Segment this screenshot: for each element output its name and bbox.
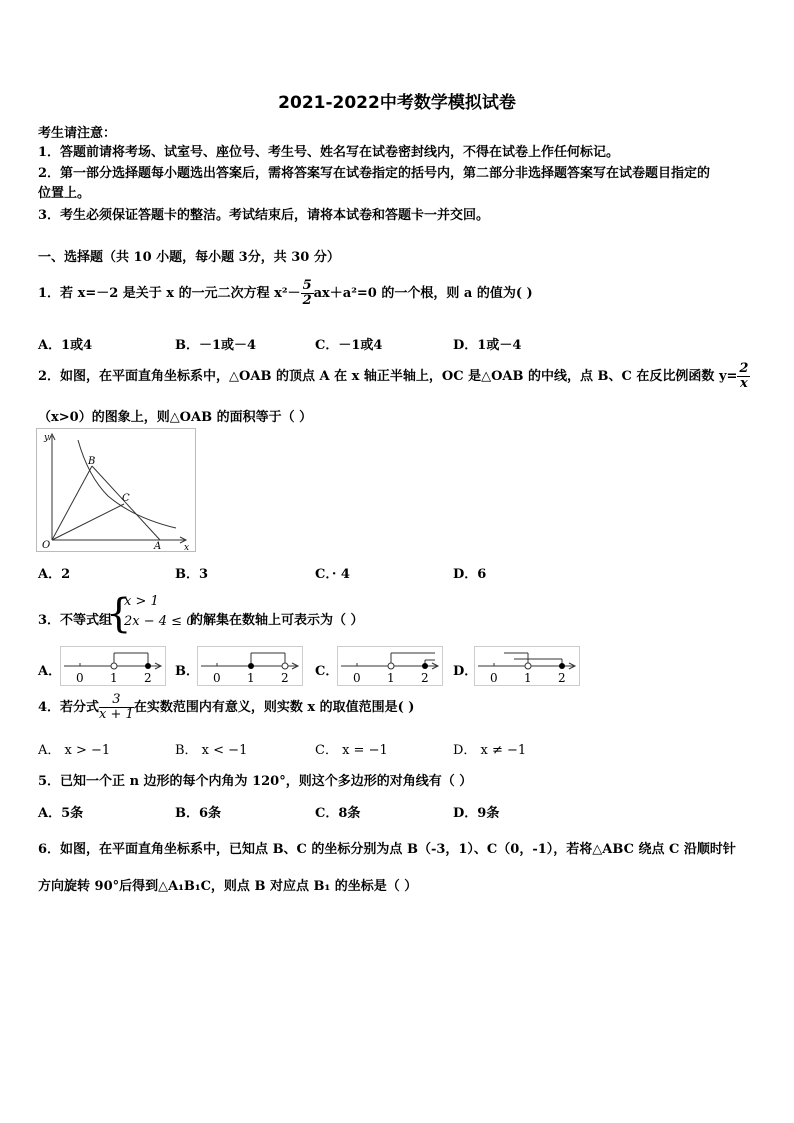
- q3-option-c-numberline[interactable]: [337, 646, 443, 686]
- notice-item-3: 3．考生必须保证答题卡的整洁。考试结束后，请将本试卷和答题卡一并交回。: [38, 208, 490, 223]
- svg-text:1: 1: [110, 671, 118, 685]
- notice-heading: 考生请注意：: [38, 126, 117, 141]
- q4-text-post: 在实数范围内有意义，则实数 x 的取值范围是( ): [133, 700, 415, 715]
- q3-text-pre: 3．不等式组: [38, 613, 113, 628]
- q3-option-d-label[interactable]: D．: [453, 664, 478, 679]
- question-2: [38, 362, 750, 391]
- svg-text:2: 2: [421, 671, 429, 685]
- page-title: 2021-2022中考数学模拟试卷: [278, 93, 516, 113]
- svg-text:0: 0: [353, 671, 361, 685]
- q4-fraction: [99, 693, 134, 722]
- q2-option-d[interactable]: D．6: [453, 567, 487, 582]
- q2-label-y: y: [44, 433, 50, 443]
- q1-option-b[interactable]: B．－1或－4: [175, 338, 257, 353]
- q3-inequality-2: 2x − 4 ≤ 0: [124, 614, 195, 629]
- notice-item-2-cont: 位置上。: [38, 186, 91, 201]
- q2-label-x: x: [184, 543, 190, 552]
- q4-option-a[interactable]: A． x > −1: [38, 743, 111, 758]
- q2-option-c[interactable]: C．· 4: [315, 567, 350, 582]
- q3-inequality-1: x > 1: [124, 594, 159, 609]
- notice-item-2: 2．第一部分选择题每小题选出答案后，需将答案写在试卷指定的括号内，第二部分非选择题答案写在试卷题目指定的: [38, 166, 711, 181]
- q1-text-post: ax＋a²=0 的一个根，则 a 的值为( ): [313, 286, 533, 301]
- q4-option-b[interactable]: B． x < −1: [175, 743, 248, 758]
- q3-option-b-label[interactable]: B．: [175, 664, 199, 679]
- q2-segment-ob: [52, 466, 92, 540]
- q2-option-a[interactable]: A．2: [38, 567, 71, 582]
- q2-text-line2: （x>0）的图象上，则△OAB 的面积等于（ ）: [38, 410, 313, 425]
- svg-text:1: 1: [387, 671, 395, 685]
- question-5: 5．已知一个正 n 边形的每个内角为 120°，则这个多边形的对角线有（ ）: [38, 774, 473, 789]
- q3-option-b-numberline[interactable]: [197, 646, 303, 686]
- q3-option-a-label[interactable]: A．: [38, 664, 62, 679]
- q2-fraction: [737, 362, 750, 391]
- question-6-line1: 6．如图，在平面直角坐标系中，已知点 B、C 的坐标分别为点 B（-3，1）、C（0，-1），若将△ABC 绕点 C 沿顺时针: [38, 842, 736, 857]
- q2-text-line1: 2．如图，在平面直角坐标系中，△OAB 的顶点 A 在 x 轴正半轴上，OC 是△OAB 的中线，点 B、C 在反比例函数 y=: [38, 369, 738, 384]
- q1-frac-den: 2: [302, 293, 312, 308]
- q5-option-b[interactable]: B．6条: [175, 806, 222, 821]
- q3-option-d-numberline[interactable]: [474, 646, 580, 686]
- q3-brace: {: [106, 591, 132, 637]
- q2-figure: [36, 428, 196, 552]
- solid-dot-2: [422, 663, 428, 669]
- svg-text:2: 2: [144, 671, 152, 685]
- open-dot-1: [388, 663, 394, 669]
- q2-label-b: B: [88, 456, 96, 467]
- open-dot-1: [525, 663, 531, 669]
- section-heading: 一、选择题（共 10 小题，每小题 3分，共 30 分）: [38, 250, 340, 265]
- solid-dot-2: [145, 663, 151, 669]
- q3-option-c-label[interactable]: C．: [315, 664, 339, 679]
- q2-figure-border: [37, 429, 196, 552]
- question-1: [38, 279, 533, 308]
- q2-label-a: A: [154, 541, 162, 552]
- q4-text-pre: 4．若分式: [38, 700, 100, 715]
- svg-text:0: 0: [213, 671, 221, 685]
- q1-option-c[interactable]: C．－1或4: [315, 338, 383, 353]
- svg-text:2: 2: [558, 671, 566, 685]
- q4-option-d[interactable]: D． x ≠ −1: [453, 743, 527, 758]
- q4-option-c[interactable]: C． x = −1: [315, 743, 388, 758]
- q5-option-a[interactable]: A．5条: [38, 806, 84, 821]
- svg-text:2: 2: [281, 671, 289, 685]
- q2-label-o: O: [42, 540, 51, 551]
- q4-frac-num: 3: [99, 693, 134, 708]
- svg-text:0: 0: [490, 671, 498, 685]
- q1-option-a[interactable]: A．1或4: [38, 338, 93, 353]
- solid-dot-2: [559, 663, 565, 669]
- question-4: [38, 693, 414, 722]
- q4-frac-den: x + 1: [99, 707, 134, 722]
- q1-option-d[interactable]: D．1或－4: [453, 338, 522, 353]
- q2-segment-oc: [52, 504, 124, 540]
- q2-hyperbola: [78, 440, 176, 528]
- q2-frac-den: x: [740, 376, 748, 391]
- question-6-line2: 方向旋转 90°后得到△A₁B₁C，则点 B 对应点 B₁ 的坐标是（ ）: [38, 879, 418, 894]
- q2-option-b[interactable]: B．3: [175, 567, 209, 582]
- q2-label-c: C: [122, 493, 130, 504]
- q5-option-c[interactable]: C．8条: [315, 806, 361, 821]
- notice-item-1: 1．答题前请将考场、试室号、座位号、考生号、姓名写在试卷密封线内，不得在试卷上作任何标记。: [38, 145, 620, 160]
- q2-frac-num: 2: [739, 361, 749, 376]
- q3-text-post: 的解集在数轴上可表示为（ ）: [190, 613, 364, 628]
- svg-text:1: 1: [247, 671, 255, 685]
- svg-text:1: 1: [524, 671, 532, 685]
- open-dot-2: [282, 663, 288, 669]
- svg-text:0: 0: [76, 671, 84, 685]
- q3-option-a-numberline[interactable]: [60, 646, 166, 686]
- solid-dot-1: [248, 663, 254, 669]
- q5-option-d[interactable]: D．9条: [453, 806, 500, 821]
- q1-fraction: [301, 279, 314, 308]
- open-dot-1: [111, 663, 117, 669]
- q1-frac-num: 5: [302, 278, 312, 293]
- q1-text-pre: 1．若 x=－2 是关于 x 的一元二次方程 x²－: [38, 286, 301, 301]
